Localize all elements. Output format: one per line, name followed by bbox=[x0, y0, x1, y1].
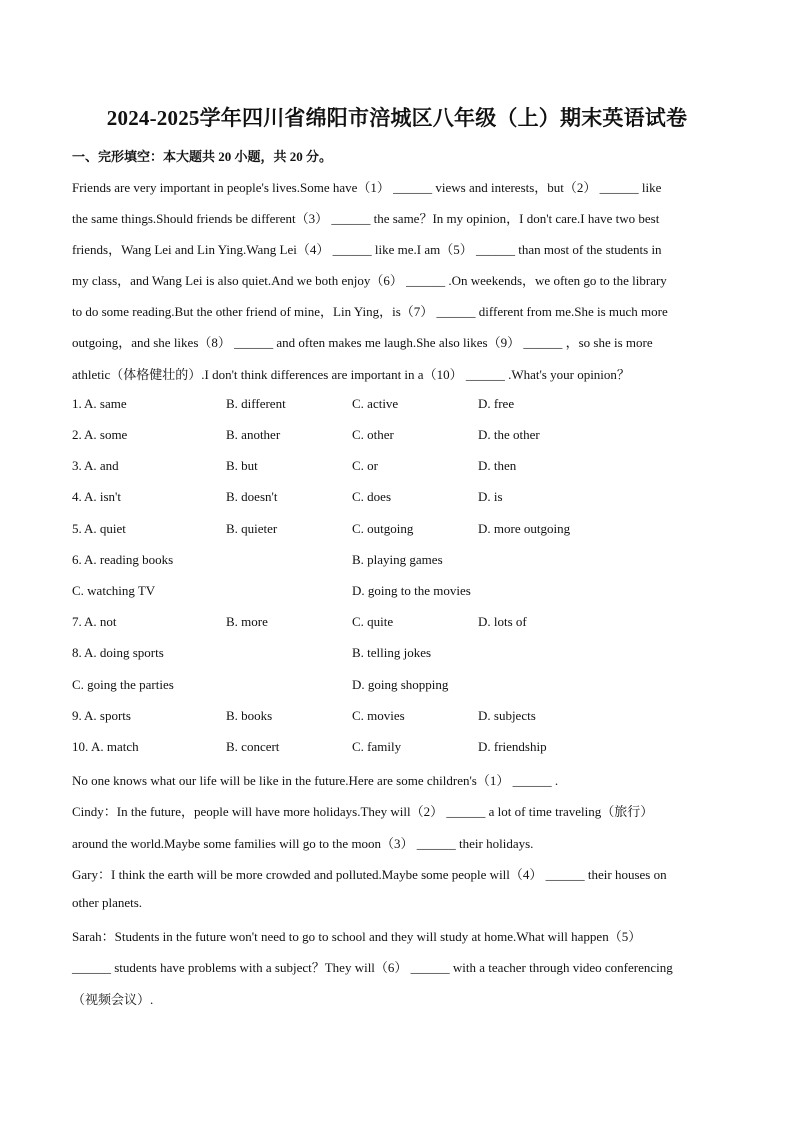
option-d: D. subjects bbox=[478, 708, 536, 723]
question-number: 6. bbox=[72, 552, 82, 567]
option-d: D. is bbox=[478, 489, 503, 504]
option-b: B. concert bbox=[226, 739, 280, 754]
passage1-line: Friends are very important in people's lives.Some have（1） ______ views and interests，but（2） ______ like bbox=[72, 180, 662, 195]
passage2-line: No one knows what our life will be like in the future.Here are some children's（1） ______ . bbox=[72, 773, 559, 788]
option-c: C. watching TV bbox=[72, 583, 156, 598]
passage2-line: around the world.Maybe some families will go to the moon（3） ______ their holidays. bbox=[72, 836, 534, 851]
option-d: D. more outgoing bbox=[478, 521, 571, 536]
option-d: D. going to the movies bbox=[352, 583, 471, 598]
section-heading: 一、完形填空：本大题共 20 小题，共 20 分。 bbox=[72, 149, 333, 164]
passage2-line: other planets. bbox=[72, 895, 143, 910]
passage1-line: athletic（体格健壮的）.I don't think differences are important in a（10） ______ .What's your opinion？ bbox=[72, 367, 630, 382]
option-b: B. playing games bbox=[352, 552, 443, 567]
option-b: B. more bbox=[226, 614, 268, 629]
option-d: D. going shopping bbox=[352, 677, 449, 692]
option-a: A. doing sports bbox=[84, 645, 164, 660]
option-c: C. does bbox=[352, 489, 391, 504]
passage2-line: ______ students have problems with a subject？They will（6） ______ with a teacher through video conferencing bbox=[72, 960, 673, 975]
option-a: A. reading books bbox=[84, 552, 174, 567]
option-a: A. some bbox=[84, 427, 128, 442]
option-c: C. active bbox=[352, 396, 399, 411]
option-c: C. going the parties bbox=[72, 677, 174, 692]
passage2-line: Gary：I think the earth will be more crowded and polluted.Maybe some people will（4） ______ their houses on bbox=[72, 867, 667, 882]
question-number: 1. bbox=[72, 396, 82, 411]
option-a: A. match bbox=[91, 739, 139, 754]
option-c: C. movies bbox=[352, 708, 405, 723]
option-a: A. not bbox=[84, 614, 117, 629]
question-number: 8. bbox=[72, 645, 82, 660]
question-number: 7. bbox=[72, 614, 82, 629]
option-b: B. books bbox=[226, 708, 273, 723]
option-d: D. then bbox=[478, 458, 517, 473]
passage1-line: my class，and Wang Lei is also quiet.And we both enjoy（6） ______ .On weekends，we often go to the library bbox=[72, 273, 667, 288]
question-number: 10. bbox=[72, 739, 89, 754]
passage1-line: the same things.Should friends be different（3） ______ the same？In my opinion，I don't care.I have two best bbox=[72, 211, 660, 226]
option-b: B. but bbox=[226, 458, 258, 473]
option-b: B. telling jokes bbox=[352, 645, 432, 660]
option-b: B. another bbox=[226, 427, 281, 442]
passage2-line: （视频会议）. bbox=[72, 992, 154, 1007]
passage1-line: to do some reading.But the other friend of mine，Lin Ying，is（7） ______ different from me.She is much more bbox=[72, 304, 668, 319]
option-b: B. different bbox=[226, 396, 286, 411]
option-c: C. outgoing bbox=[352, 521, 414, 536]
option-d: D. the other bbox=[478, 427, 540, 442]
question-number: 4. bbox=[72, 489, 82, 504]
option-b: B. quieter bbox=[226, 521, 278, 536]
question-number: 9. bbox=[72, 708, 82, 723]
option-a: A. sports bbox=[84, 708, 131, 723]
option-c: C. or bbox=[352, 458, 378, 473]
option-b: B. doesn't bbox=[226, 489, 278, 504]
exam-title: 2024-2025学年四川省绵阳市涪城区八年级（上）期末英语试卷 bbox=[106, 106, 688, 130]
option-d: D. friendship bbox=[478, 739, 547, 754]
passage2-line: Sarah：Students in the future won't need to go to school and they will study at home.What will happen（5） bbox=[72, 929, 642, 944]
question-number: 2. bbox=[72, 427, 82, 442]
option-a: A. same bbox=[84, 396, 127, 411]
passage2-line: Cindy：In the future，people will have more holidays.They will（2） ______ a lot of time traveling（旅行） bbox=[72, 804, 654, 819]
option-d: D. lots of bbox=[478, 614, 527, 629]
option-c: C. family bbox=[352, 739, 402, 754]
question-number: 5. bbox=[72, 521, 82, 536]
option-a: A. quiet bbox=[84, 521, 126, 536]
passage1-line: outgoing，and she likes（8） ______ and often makes me laugh.She also likes（9） ______ ，so she is more bbox=[72, 335, 653, 350]
option-d: D. free bbox=[478, 396, 515, 411]
option-c: C. other bbox=[352, 427, 394, 442]
option-c: C. quite bbox=[352, 614, 394, 629]
question-number: 3. bbox=[72, 458, 82, 473]
option-a: A. isn't bbox=[84, 489, 122, 504]
passage1-line: friends，Wang Lei and Lin Ying.Wang Lei（4） ______ like me.I am（5） ______ than most of the students in bbox=[72, 242, 662, 257]
option-a: A. and bbox=[84, 458, 119, 473]
